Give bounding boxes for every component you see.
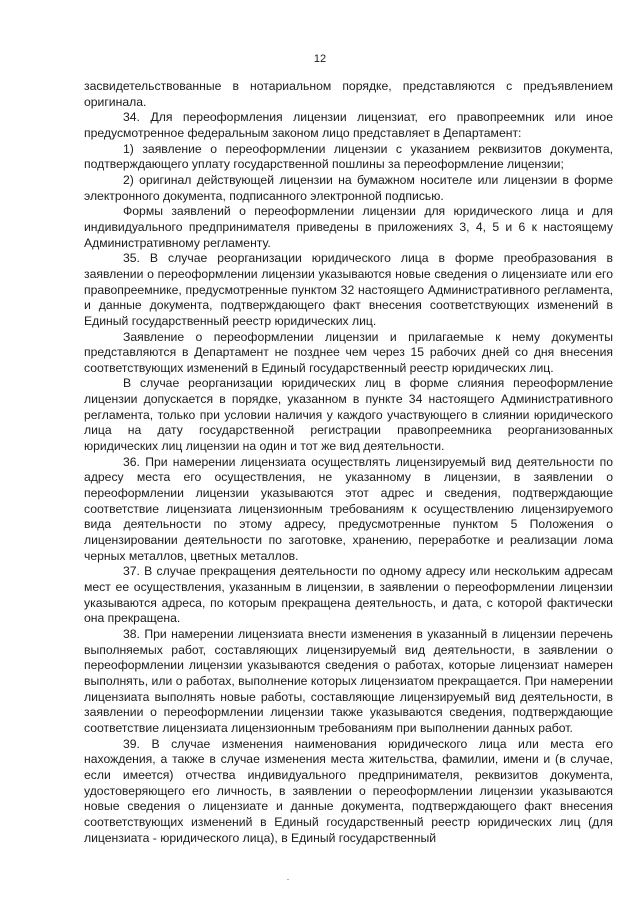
paragraph-continuation: засвидетельствованные в нотариальном порядке, представляются с предъявлением оригинала.: [84, 79, 613, 109]
paragraph-item-35-merger: В случае реорганизации юридических лиц в форме слияния переоформление лицензии допускается в порядке, указанном в пункте 34 настоящего Административного регламента, только при условии наличия у каждого участвующего в слиянии юридического лица на дату государственной регистрации правопреемника реорганизованных юридических лиц лицензии на один и тот же вид деятельности.: [84, 376, 613, 454]
paragraph-item-35: 35. В случае реорганизации юридического лица в форме преобразования в заявлении о переоформлении лицензии указываются новые сведения о лицензиате или его правопреемнике, предусмотренные пунктом 32 настоящего Административного регламента, и данные документа, подтверждающего факт внесения соответствующих изменений в Единый государственный реестр юридических лиц.: [84, 251, 613, 328]
paragraph-item-34-2: 2) оригинал действующей лицензии на бумажном носителе или лицензии в форме электронного документа, подписанного электронной подписью.: [84, 172, 613, 203]
document-body: [84, 79, 613, 846]
paragraph-item-34: 34. Для переоформления лицензии лицензиат, его правопреемник или иное предусмотренное федеральным законом лицо представляет в Департамент:: [84, 110, 613, 140]
paragraph-item-39: 39. В случае изменения наименования юридического лица или места его нахождения, а также в случае изменения места жительства, фамилии, имени и (в случае, если имеется) отчества индивидуального предпринимателя, реквизитов документа, удостоверяющего его личность, в заявлении о переоформлении лицензии указываются новые сведения о лицензиате и данные документа, подтверждающего факт внесения соответствующих изменений в Единый государственный реестр юридических лиц (для лицензиата - юридического лица), в Единый государственный: [84, 736, 613, 845]
page-number: 12: [313, 53, 327, 65]
paragraph-item-37: 37. В случае прекращения деятельности по одному адресу или нескольким адресам мест ее осуществления, указанным в лицензии, в заявлении о переоформлении лицензии указываются адреса, по которым прекращена деятельность, и дата, с которой фактически она прекращена.: [84, 564, 613, 626]
paragraph-item-36: 36. При намерении лицензиата осуществлять лицензируемый вид деятельности по адресу места его осуществления, не указанному в лицензии, в заявлении о переоформлении лицензии указываются этот адрес и сведения, подтверждающие соответствие лицензиата лицензионным требованиям к осуществлению лицензируемого вида деятельности по этому адресу, предусмотренные пунктом 5 Положения о лицензировании деятельности по заготовке, хранению, переработке и реализации лома черных металлов, цветных металлов.: [84, 454, 613, 563]
paragraph-forms: Формы заявлений о переоформлении лицензии для юридического лица и для индивидуального предпринимателя приведены в приложениях 3, 4, 5 и 6 к настоящему Административному регламенту.: [84, 204, 613, 250]
scan-artifact: [287, 879, 289, 880]
paragraph-item-34-1: 1) заявление о переоформлении лицензии с указанием реквизитов документа, подтверждающего уплату государственной пошлины за переоформление лицензии;: [84, 141, 613, 172]
paragraph-item-38: 38. При намерении лицензиата внести изменения в указанный в лицензии перечень выполняемых работ, составляющих лицензируемый вид деятельности, в заявлении о переоформлении лицензии указываются сведения о работах, которые лицензиат намерен выполнять, или о работах, выполнение которых лицензиатом прекращается. При намерении лицензиата выполнять новые работы, составляющие лицензируемый вид деятельности, в заявлении о переоформлении лицензии также указываются сведения, подтверждающие соответствие лицензиата лицензионным требованиям при выполнении данных работ.: [84, 626, 613, 735]
paragraph-item-35-deadline: Заявление о переоформлении лицензии и прилагаемые к нему документы представляются в Департамент не позднее чем через 15 рабочих дней со дня внесения соответствующих изменений в Единый государственный реестр юридических лиц.: [84, 329, 613, 375]
